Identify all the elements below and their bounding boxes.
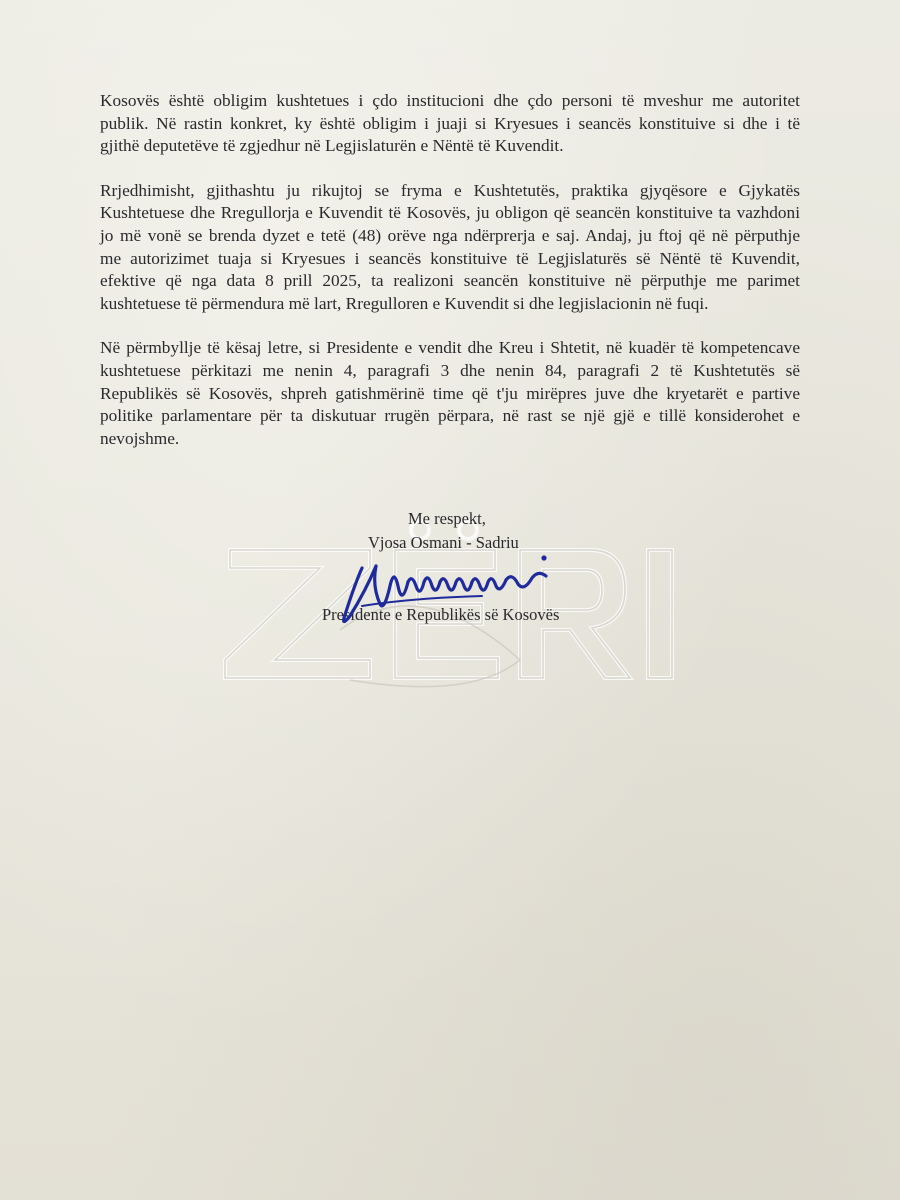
text-line: politike parlamentare për ta diskutuar rrugën përpara, në rast se një gjë e tillë konsiderohet e xyxy=(100,406,800,426)
text-line: me autorizimet tuaja si Kryesues i seancës konstituive të Legjislaturës së Nëntë të Kuvendit, xyxy=(100,248,800,268)
text-line: nevojshme. xyxy=(100,428,180,448)
paragraph-obligation xyxy=(100,90,800,158)
text-line: publik. Në rastin konkret, ky është obligim i juaji si Kryesues i seancës konstituive si dhe i të xyxy=(100,113,800,133)
paragraph-reminder xyxy=(100,180,800,316)
text-line: Republikës së Kosovës, shpreh gatishmërinë time që t'ju mirëpres juve dhe kryetarët e partive xyxy=(100,383,800,403)
text-line: Kosovës është obligim kushtetues i çdo institucioni dhe çdo personi të mveshur me autoritet xyxy=(100,91,800,110)
text-line: efektive që nga data 8 prill 2025, ta realizoni seancën konstituive në përputhje me parimet xyxy=(100,271,800,291)
text-line: Kushtetuese dhe Rregullorja e Kuvendit të Kosovës, ju obligon që seancën konstituive ta vazhdoni xyxy=(100,203,800,223)
letter-body xyxy=(100,90,800,472)
text-line: kushtetuese përkitazi me nenin 4, paragrafi 3 dhe nenin 84, paragrafi 2 të Kushtetutës së xyxy=(100,360,800,380)
text-line: jo më vonë se brenda dyzet e tetë (48) orëve nga ndërprerja e saj. Andaj, ju ftoj që në përputhje xyxy=(100,225,800,245)
signer-title: Presidente e Republikës së Kosovës xyxy=(322,605,560,624)
text-line: Në përmbyllje të kësaj letre, si Presidente e vendit dhe Kreu i Shtetit, në kuadër të kompetencave xyxy=(100,338,800,358)
paragraph-conclusion xyxy=(100,337,800,450)
handwritten-signature xyxy=(332,546,562,636)
text-line: Rrjedhimisht, gjithashtu ju rikujtoj se fryma e Kushtetutës, praktika gjyqësore e Gjykatës xyxy=(100,180,800,200)
text-line: gjithë deputetëve të zgjedhur në Legjislaturën e Nëntë të Kuvendit. xyxy=(100,136,564,156)
text-line: kushtetuese të përmendura më lart, Rregulloren e Kuvendit si dhe legjislacionin në fuqi. xyxy=(100,293,709,313)
closing-text: Me respekt, xyxy=(408,509,486,528)
signer-name: Vjosa Osmani - Sadriu xyxy=(368,533,519,552)
